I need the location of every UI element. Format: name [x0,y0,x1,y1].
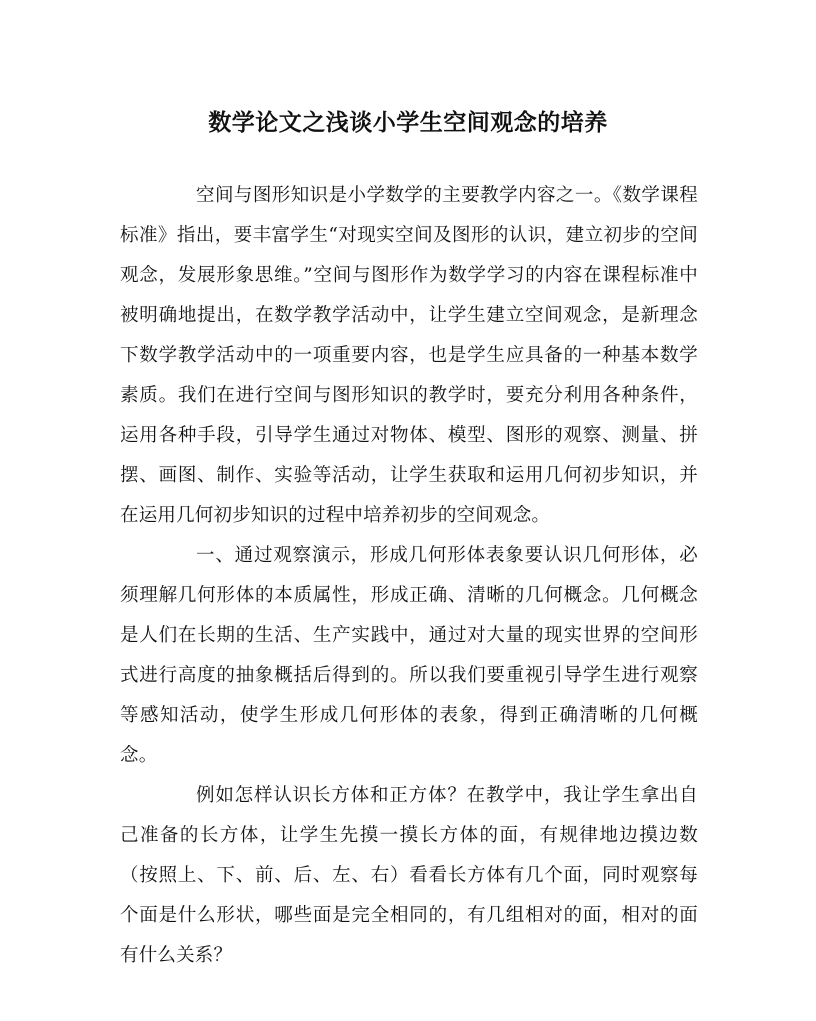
paragraph-example: 例如怎样认识长方体和正方体？在教学中，我让学生拿出自己准备的长方体，让学生先摸一摸长方体的面，有规律地边摸边数（按照上、下、前、后、左、右）看看长方体有几个面，同时观察每个面是什么形状，哪些面是完全相同的，有几组相对的面，相对的面有什么关系？ [120,785,698,966]
document-body [120,176,698,976]
paragraph-intro: 空间与图形知识是小学数学的主要教学内容之一。《数学课程标准》指出，要丰富学生“对现实空间及图形的认识，建立初步的空间观念，发展形象思维。”空间与图形作为数学学习的内容在课程标准中被明确地提出，在数学教学活动中，让学生建立空间观念，是新理念下数学教学活动中的一项重要内容，也是学生应具备的一种基本数学素质。我们在进行空间与图形知识的教学时，要充分利用各种条件，运用各种手段，引导学生通过对物体、模型、图形的观察、测量、拼摆、画图、制作、实验等活动，让学生获取和运用几何初步知识，并在运用几何初步知识的过程中培养初步的空间观念。 [120,185,698,526]
paragraph-section-one: 一、通过观察演示，形成几何形体表象要认识几何形体，必须理解几何形体的本质属性，形成正确、清晰的几何概念。几何概念是人们在长期的生活、生产实践中，通过对大量的现实世界的空间形式进行高度的抽象概括后得到的。所以我们要重视引导学生进行观察等感知活动，使学生形成几何形体的表象，得到正确清晰的几何概念。 [120,545,698,766]
document-title: 数学论文之浅谈小学生空间观念的培养 [208,109,608,136]
